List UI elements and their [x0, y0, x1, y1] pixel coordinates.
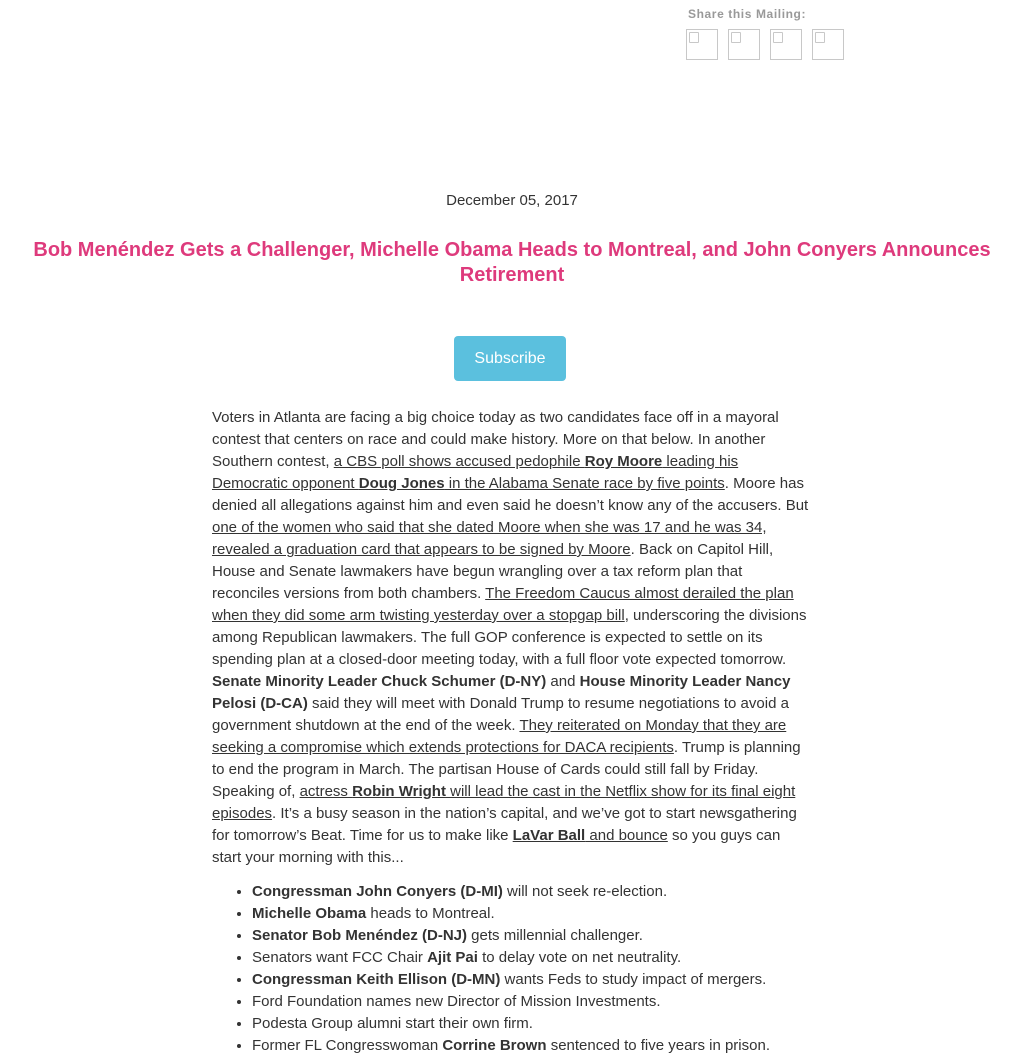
- text-span: . Trump is planning to end the program in March. The partisan House of Cards could still fall by Friday. Speaking of,: [212, 739, 801, 800]
- item-bold: Michelle Obama: [252, 905, 367, 922]
- item-bold: Congressman John Conyers (D-MI): [252, 883, 503, 900]
- share-image-icon[interactable]: [770, 29, 802, 60]
- link-bold-text[interactable]: Doug Jones: [358, 475, 445, 492]
- headline: Bob Menéndez Gets a Challenger, Michelle Obama Heads to Montreal, and John Conyers Announces Retirement: [33, 239, 991, 286]
- link-text[interactable]: actress: [299, 783, 353, 800]
- text-span: Voters in Atlanta are facing a big choice today as two candidates face off in a mayoral contest that centers on race and could make history. More on that below. In another Southern contest,: [212, 409, 779, 470]
- link-text[interactable]: will lead the cast in the Netflix show for its final eight episodes: [212, 783, 796, 822]
- item-text: Senators want FCC Chair: [252, 949, 428, 966]
- share-image-icon[interactable]: [728, 29, 760, 60]
- list-item: [252, 881, 812, 903]
- graduation-card-link[interactable]: one of the women who said that she dated Moore when she was 17 and he was 34, revealed a graduation card that appears to be signed by Moore: [212, 519, 767, 558]
- headlines-list: [212, 881, 812, 1057]
- item-bold: Congressman Keith Ellison (D-MN): [252, 971, 501, 988]
- daca-link[interactable]: They reiterated on Monday that they are seeking a compromise which extends protections for DACA recipients: [212, 717, 787, 756]
- bold-name: House Minority Leader Nancy Pelosi (D-CA): [212, 673, 791, 712]
- text-span: , underscoring the divisions among Republican lawmakers. The full GOP conference is expected to settle on its spending plan at a closed-door meeting today, with a full floor vote expected tomorrow.: [212, 607, 807, 668]
- share-section: [688, 7, 844, 60]
- item-text: wants Feds to study impact of mergers.: [500, 971, 767, 988]
- lavar-ball-link[interactable]: [513, 827, 668, 844]
- link-bold-text[interactable]: Robin Wright: [352, 783, 446, 800]
- item-bold: Ajit Pai: [427, 949, 478, 966]
- item-text: Podesta Group alumni start their own firm.: [252, 1015, 533, 1032]
- list-item: [252, 947, 812, 969]
- link-text[interactable]: and bounce: [585, 827, 668, 844]
- subscribe-button[interactable]: Subscribe: [454, 336, 566, 381]
- link-text[interactable]: a CBS poll shows accused pedophile: [333, 453, 585, 470]
- text-span: so you guys can start your morning with this...: [212, 827, 781, 866]
- item-bold: Corrine Brown: [442, 1037, 547, 1054]
- item-text: will not seek re-election.: [502, 883, 668, 900]
- list-item: [252, 969, 812, 991]
- text-span: and: [546, 673, 580, 690]
- text-span: . Back on Capitol Hill, House and Senate lawmakers have begun wrangling over a tax reform plan that reconciles versions from both chambers.: [212, 541, 774, 602]
- share-image-icon[interactable]: [686, 29, 718, 60]
- link-text[interactable]: leading his Democratic opponent: [212, 453, 739, 492]
- share-image-icon[interactable]: [812, 29, 844, 60]
- share-icons: [686, 29, 844, 60]
- link-text[interactable]: in the Alabama Senate race by five points: [444, 475, 725, 492]
- freedom-caucus-link[interactable]: The Freedom Caucus almost derailed the plan when they did some arm twisting yesterday over a stopgap bill: [212, 585, 794, 624]
- intro-paragraph: [212, 407, 812, 869]
- list-item: [252, 1013, 812, 1035]
- list-item: [252, 1035, 812, 1057]
- text-span: . It’s a busy season in the nation’s capital, and we’ve got to start newsgathering for tomorrow’s Beat. Time for us to make like: [212, 805, 797, 844]
- article-body: [212, 407, 812, 1057]
- bold-name: Senate Minority Leader Chuck Schumer (D-NY): [212, 673, 547, 690]
- item-text: sentenced to five years in prison.: [546, 1037, 770, 1054]
- item-text: Former FL Congresswoman: [252, 1037, 443, 1054]
- item-text: heads to Montreal.: [366, 905, 495, 922]
- link-bold-text[interactable]: Roy Moore: [584, 453, 663, 470]
- share-label: Share this Mailing:: [688, 7, 807, 21]
- item-text: to delay vote on net neutrality.: [477, 949, 682, 966]
- list-item: [252, 991, 812, 1013]
- text-span: said they will meet with Donald Trump to resume negotiations to avoid a government shutdown at the end of the week.: [212, 695, 789, 734]
- link-bold-text[interactable]: LaVar Ball: [512, 827, 586, 844]
- item-text: Ford Foundation names new Director of Mission Investments.: [252, 993, 661, 1010]
- list-item: [252, 925, 812, 947]
- item-bold: Senator Bob Menéndez (D-NJ): [252, 927, 468, 944]
- item-text: gets millennial challenger.: [467, 927, 643, 944]
- list-item: [252, 903, 812, 925]
- text-span: . Moore has denied all allegations against him and even said he doesn’t know any of the accusers. But: [212, 475, 809, 514]
- issue-date: December 05, 2017: [446, 192, 578, 209]
